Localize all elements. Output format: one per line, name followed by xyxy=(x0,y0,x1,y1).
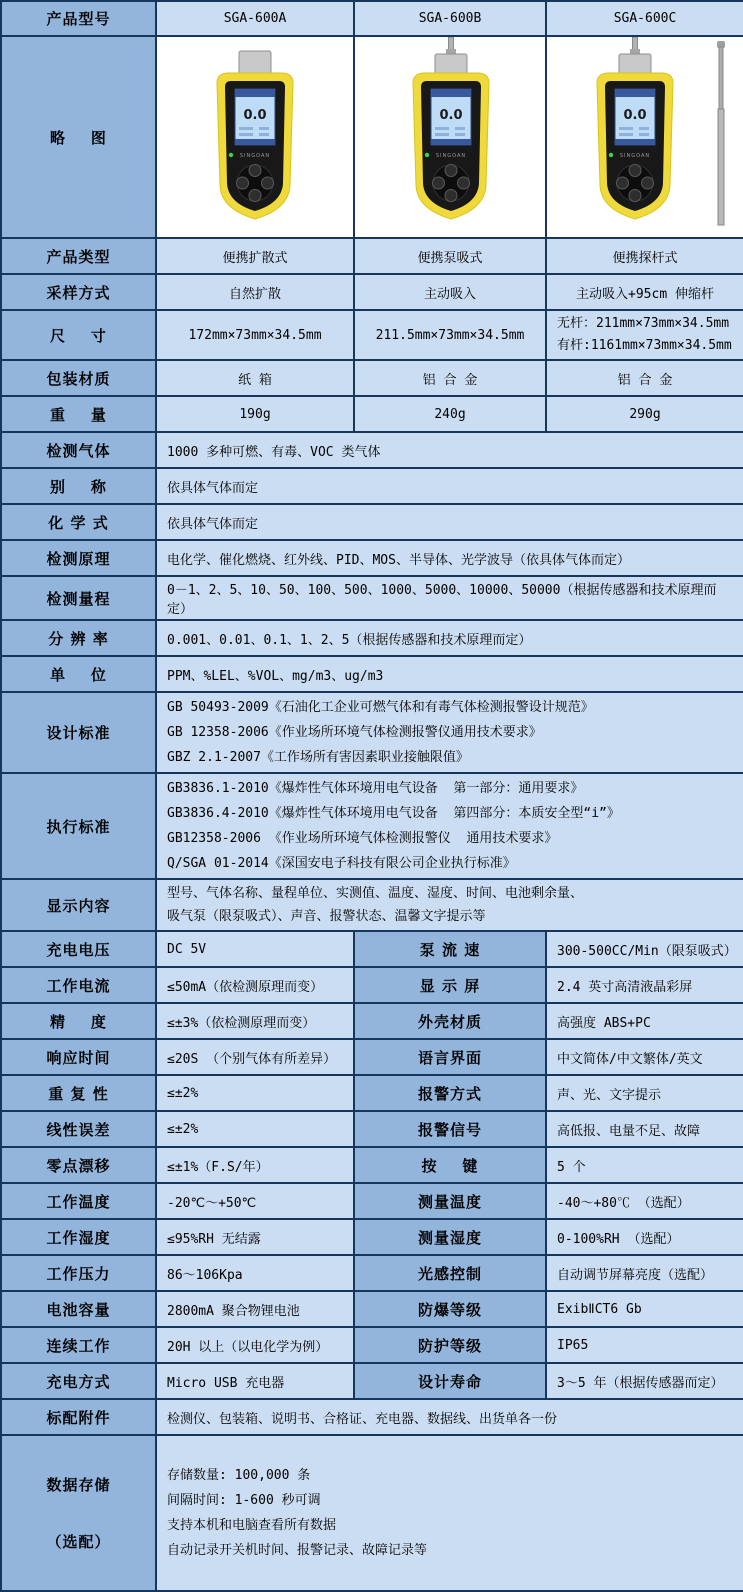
row-label-measuring-range: 检测量程 xyxy=(1,576,156,620)
table-row xyxy=(1,238,743,274)
row-label-shell-material: 外壳材质 xyxy=(354,1003,546,1039)
row-label-protection-rating: 防护等级 xyxy=(354,1327,546,1363)
row-label-packaging: 包装材质 xyxy=(1,360,156,396)
dimension-line: 无杆：211mm×73mm×34.5mm xyxy=(557,316,730,331)
table-row xyxy=(1,1363,743,1399)
table-row xyxy=(1,432,743,468)
spec-value: 240g xyxy=(354,396,546,432)
screen-header-bar xyxy=(431,89,471,97)
table-row xyxy=(1,1039,743,1075)
probe-tube xyxy=(633,37,638,51)
spec-value: 主动吸入+95cm 伸缩杆 xyxy=(546,274,743,310)
spec-value: 声、光、文字提示 xyxy=(546,1075,743,1111)
sensor-cap xyxy=(435,54,467,75)
spec-value: 300-500CC/Min（限泵吸式） xyxy=(546,931,743,967)
led-indicator xyxy=(609,153,613,157)
spec-value: 便携扩散式 xyxy=(156,238,354,274)
row-label-accuracy: 精 度 xyxy=(1,1003,156,1039)
table-row xyxy=(1,274,743,310)
spec-value: DC 5V xyxy=(156,931,354,967)
spec-value: 0－1、2、5、10、50、100、500、1000、5000、10000、50000（根据传感器和技术原理而定） xyxy=(156,576,743,620)
row-label-design-life: 设计寿命 xyxy=(354,1363,546,1399)
sensor-cap xyxy=(239,51,271,75)
screen-row xyxy=(639,127,649,130)
spec-value: 自然扩散 xyxy=(156,274,354,310)
table-row xyxy=(1,656,743,692)
table-row xyxy=(1,967,743,1003)
spec-value: 主动吸入 xyxy=(354,274,546,310)
spec-value: 290g xyxy=(546,396,743,432)
table-row xyxy=(1,576,743,620)
probe-tube xyxy=(449,37,454,51)
row-label-light-sensor-control: 光感控制 xyxy=(354,1255,546,1291)
spec-value: ≤20S （个别气体有所差异） xyxy=(156,1039,354,1075)
screen-reading: 0.0 xyxy=(243,108,267,123)
spec-value xyxy=(546,310,743,360)
spec-value: 铝 合 金 xyxy=(546,360,743,396)
table-row xyxy=(1,1183,743,1219)
table-row xyxy=(1,468,743,504)
spec-value: PPM、%LEL、%VOL、mg/m3、ug/m3 xyxy=(156,656,743,692)
spec-value: 20H 以上（以电化学为例） xyxy=(156,1327,354,1363)
row-label-zero-drift: 零点漂移 xyxy=(1,1147,156,1183)
table-row xyxy=(1,931,743,967)
spec-value: IP65 xyxy=(546,1327,743,1363)
table-row xyxy=(1,1255,743,1291)
table-row xyxy=(1,620,743,656)
display-line: 型号、气体名称、量程单位、实测值、温度、湿度、时间、电池剩余量、 xyxy=(167,886,584,901)
standard-line: GB 12358-2006《作业场所环境气体检测报警仪通用技术要求》 xyxy=(167,725,542,740)
row-label-linearity-error: 线性误差 xyxy=(1,1111,156,1147)
spec-value: 中文简体/中文繁体/英文 xyxy=(546,1039,743,1075)
spec-value: 电化学、催化燃烧、红外线、PID、MOS、半导体、光学波导（依具体气体而定） xyxy=(156,540,743,576)
spec-value: 0-100%RH （选配） xyxy=(546,1219,743,1255)
row-label-display-content: 显示内容 xyxy=(1,879,156,931)
row-label-pump-flow: 泵 流 速 xyxy=(354,931,546,967)
product-image-cell-c xyxy=(546,36,743,238)
spec-value: Micro USB 充电器 xyxy=(156,1363,354,1399)
screen-row xyxy=(259,133,269,136)
spec-value: ≤±3%（依检测原理而变） xyxy=(156,1003,354,1039)
table-row xyxy=(1,310,743,360)
keypad-button xyxy=(237,177,249,189)
table-row xyxy=(1,1435,743,1591)
spec-value: ≤±1%（F.S/年） xyxy=(156,1147,354,1183)
spec-value: 172mm×73mm×34.5mm xyxy=(156,310,354,360)
device-image-sga-600b xyxy=(355,37,546,237)
row-label-battery-capacity: 电池容量 xyxy=(1,1291,156,1327)
spec-value: ≤±2% xyxy=(156,1111,354,1147)
row-label-measuring-temperature: 测量温度 xyxy=(354,1183,546,1219)
spec-value: 5 个 xyxy=(546,1147,743,1183)
spec-value: 1000 多种可燃、有毒、VOC 类气体 xyxy=(156,432,743,468)
row-label-measuring-humidity: 测量湿度 xyxy=(354,1219,546,1255)
row-label-working-humidity: 工作湿度 xyxy=(1,1219,156,1255)
row-label-design-standards: 设计标准 xyxy=(1,692,156,773)
header-label-product-model: 产品型号 xyxy=(1,1,156,36)
row-label-data-storage xyxy=(1,1435,156,1591)
table-row xyxy=(1,504,743,540)
header-row xyxy=(1,1,743,36)
product-image-cell-a xyxy=(156,36,354,238)
spec-value: 211.5mm×73mm×34.5mm xyxy=(354,310,546,360)
screen-footer-bar xyxy=(615,139,655,145)
telescopic-rod-upper xyxy=(719,47,723,109)
table-row xyxy=(1,360,743,396)
standard-line: GBZ 2.1-2007《工作场所有害因素职业接触限值》 xyxy=(167,750,469,765)
standard-line: GB3836.1-2010《爆炸性气体环境用电气设备 第一部分：通用要求》 xyxy=(167,781,584,796)
screen-row xyxy=(639,133,649,136)
row-label-resolution: 分 辨 率 xyxy=(1,620,156,656)
device-image-sga-600c xyxy=(547,37,743,237)
row-label-weight: 重 量 xyxy=(1,396,156,432)
row-label-charging-method: 充电方式 xyxy=(1,1363,156,1399)
spec-value: ≤95%RH 无结露 xyxy=(156,1219,354,1255)
row-label-execution-standards: 执行标准 xyxy=(1,773,156,879)
spec-value xyxy=(156,692,743,773)
standard-line: GB3836.4-2010《爆炸性气体环境用电气设备 第四部分：本质安全型“i”》 xyxy=(167,806,620,821)
screen-row xyxy=(259,127,269,130)
row-label-detected-gases: 检测气体 xyxy=(1,432,156,468)
keypad-button xyxy=(642,177,654,189)
keypad-button xyxy=(433,177,445,189)
spec-value: 3～5 年（根据传感器而定） xyxy=(546,1363,743,1399)
screen-row xyxy=(455,133,465,136)
table-row xyxy=(1,1399,743,1435)
keypad-button xyxy=(249,165,261,177)
led-indicator xyxy=(229,153,233,157)
table-row xyxy=(1,1327,743,1363)
table-row xyxy=(1,396,743,432)
storage-line: 自动记录开关机时间、报警记录、故障记录等 xyxy=(167,1543,428,1558)
spec-value: 铝 合 金 xyxy=(354,360,546,396)
spec-value: 190g xyxy=(156,396,354,432)
spec-value: 依具体气体而定 xyxy=(156,468,743,504)
keypad-button xyxy=(458,177,470,189)
screen-row xyxy=(239,127,253,130)
spec-value: 高低报、电量不足、故障 xyxy=(546,1111,743,1147)
spec-value: -40～+80℃ （选配） xyxy=(546,1183,743,1219)
spec-value: 0.001、0.01、0.1、1、2、5（根据传感器和技术原理而定） xyxy=(156,620,743,656)
row-label-working-temperature: 工作温度 xyxy=(1,1183,156,1219)
label-sketch: 略 图 xyxy=(1,36,156,238)
row-label-repeatability: 重 复 性 xyxy=(1,1075,156,1111)
table-row xyxy=(1,1111,743,1147)
row-label-alarm-mode: 报警方式 xyxy=(354,1075,546,1111)
row-label-language: 语言界面 xyxy=(354,1039,546,1075)
table-row xyxy=(1,692,743,773)
keypad-button xyxy=(617,177,629,189)
storage-label-line: （选配） xyxy=(46,1533,111,1551)
keypad-button xyxy=(629,165,641,177)
model-name-c: SGA-600C xyxy=(546,1,743,36)
table-row xyxy=(1,540,743,576)
brand-text: SINGOAN xyxy=(435,153,467,159)
row-label-detection-principle: 检测原理 xyxy=(1,540,156,576)
screen-row xyxy=(239,133,253,136)
keypad-button xyxy=(249,190,261,202)
spec-value: 高强度 ABS+PC xyxy=(546,1003,743,1039)
spec-value: ≤±2% xyxy=(156,1075,354,1111)
screen-footer-bar xyxy=(235,139,275,145)
storage-line: 支持本机和电脑查看所有数据 xyxy=(167,1518,337,1533)
row-label-product-type: 产品类型 xyxy=(1,238,156,274)
screen-header-bar xyxy=(615,89,655,97)
telescopic-rod-lower xyxy=(718,109,724,225)
spec-value: 便携探杆式 xyxy=(546,238,743,274)
spec-value: ≤50mA（依检测原理而变） xyxy=(156,967,354,1003)
spec-value: 2.4 英寸高清液晶彩屏 xyxy=(546,967,743,1003)
sketch-row xyxy=(1,36,743,238)
screen-header-bar xyxy=(235,89,275,97)
table-row xyxy=(1,879,743,931)
standard-line: Q/SGA 01-2014《深国安电子科技有限公司企业执行标准》 xyxy=(167,856,516,871)
table-row xyxy=(1,773,743,879)
spec-value: 2800mA 聚合物锂电池 xyxy=(156,1291,354,1327)
dimension-line: 有杆:1161mm×73mm×34.5mm xyxy=(557,338,732,353)
keypad-button xyxy=(629,190,641,202)
row-label-dimensions: 尺 寸 xyxy=(1,310,156,360)
row-label-working-current: 工作电流 xyxy=(1,967,156,1003)
brand-text: SINGOAN xyxy=(239,153,271,159)
row-label-standard-accessories: 标配附件 xyxy=(1,1399,156,1435)
spec-value: 纸 箱 xyxy=(156,360,354,396)
table-row xyxy=(1,1147,743,1183)
standard-line: GB 50493-2009《石油化工企业可燃气体和有毒气体检测报警设计规范》 xyxy=(167,700,594,715)
spec-value xyxy=(156,879,743,931)
storage-label-line: 数据存储 xyxy=(46,1476,111,1494)
row-label-buttons: 按 键 xyxy=(354,1147,546,1183)
storage-line: 存储数量: 100,000 条 xyxy=(167,1468,311,1483)
row-label-sampling-method: 采样方式 xyxy=(1,274,156,310)
row-label-alias: 别 称 xyxy=(1,468,156,504)
brand-text: SINGOAN xyxy=(619,153,651,159)
spec-value: 86～106Kpa xyxy=(156,1255,354,1291)
row-label-response-time: 响应时间 xyxy=(1,1039,156,1075)
screen-row xyxy=(435,133,449,136)
spec-value: 依具体气体而定 xyxy=(156,504,743,540)
keypad-button xyxy=(445,190,457,202)
row-label-alarm-signal: 报警信号 xyxy=(354,1111,546,1147)
spec-value: 检测仪、包装箱、说明书、合格证、充电器、数据线、出货单各一份 xyxy=(156,1399,743,1435)
spec-value xyxy=(156,1435,743,1591)
screen-row xyxy=(619,133,633,136)
model-name-a: SGA-600A xyxy=(156,1,354,36)
sensor-cap xyxy=(619,54,651,75)
spec-value: ExibⅡCT6 Gb xyxy=(546,1291,743,1327)
keypad-button xyxy=(262,177,274,189)
row-label-working-pressure: 工作压力 xyxy=(1,1255,156,1291)
table-row xyxy=(1,1291,743,1327)
screen-row xyxy=(619,127,633,130)
spec-value: 自动调节屏幕亮度（选配） xyxy=(546,1255,743,1291)
screen-row xyxy=(455,127,465,130)
table-row xyxy=(1,1003,743,1039)
row-label-chemical-formula: 化 学 式 xyxy=(1,504,156,540)
row-label-continuous-operation: 连续工作 xyxy=(1,1327,156,1363)
screen-reading: 0.0 xyxy=(623,108,647,123)
screen-footer-bar xyxy=(431,139,471,145)
led-indicator xyxy=(425,153,429,157)
keypad-button xyxy=(445,165,457,177)
table-row xyxy=(1,1219,743,1255)
row-label-explosion-proof-rating: 防爆等级 xyxy=(354,1291,546,1327)
table-row xyxy=(1,1075,743,1111)
standard-line: GB12358-2006 《作业场所环境气体检测报警仪 通用技术要求》 xyxy=(167,831,558,846)
row-label-display-screen: 显 示 屏 xyxy=(354,967,546,1003)
row-label-units: 单 位 xyxy=(1,656,156,692)
screen-row xyxy=(435,127,449,130)
spec-value: -20℃～+50℃ xyxy=(156,1183,354,1219)
model-name-b: SGA-600B xyxy=(354,1,546,36)
spec-value: 便携泵吸式 xyxy=(354,238,546,274)
display-line: 吸气泵（限泵吸式）、声音、报警状态、温馨文字提示等 xyxy=(167,909,486,924)
device-image-sga-600a xyxy=(157,37,354,237)
spec-value xyxy=(156,773,743,879)
screen-reading: 0.0 xyxy=(439,108,463,123)
row-label-charging-voltage: 充电电压 xyxy=(1,931,156,967)
product-image-cell-b xyxy=(354,36,546,238)
storage-line: 间隔时间: 1-600 秒可调 xyxy=(167,1493,321,1508)
